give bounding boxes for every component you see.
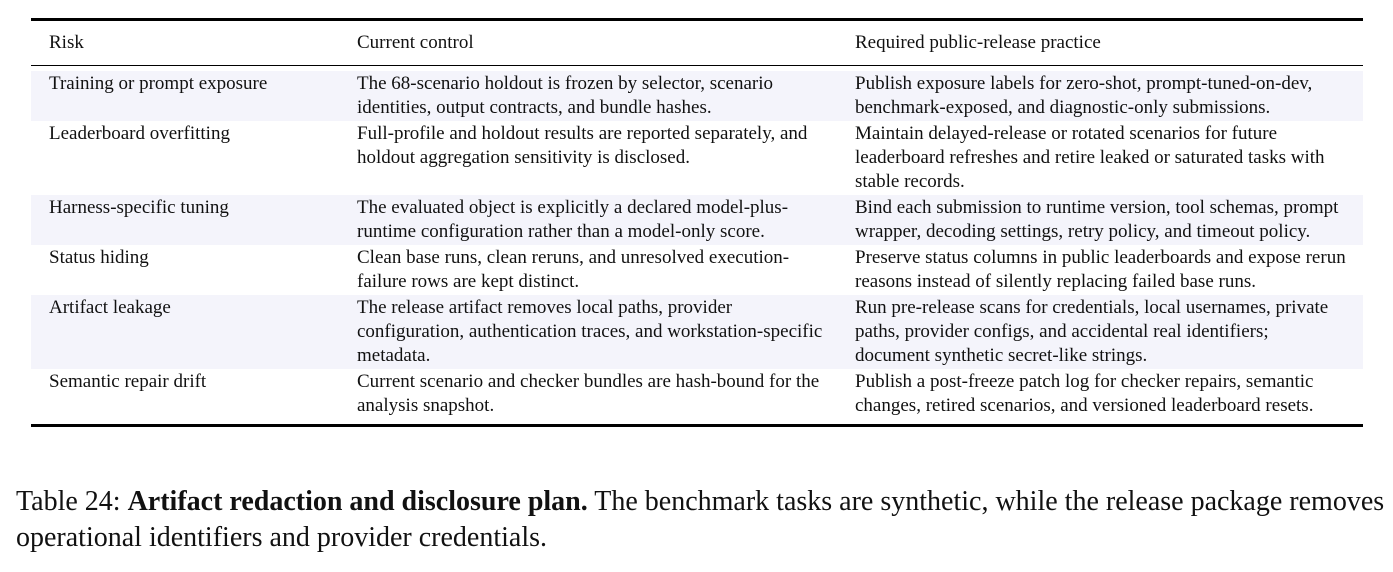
risk-cell: Status hiding xyxy=(49,247,149,268)
risk-cell: Artifact leakage xyxy=(31,295,339,369)
disclosure-table xyxy=(31,18,1363,427)
table-caption xyxy=(16,484,1386,556)
bottom-rule xyxy=(31,424,1363,427)
risk-cell: Semantic repair drift xyxy=(49,371,207,392)
practice-cell: Preserve status columns in public leaderboards and expose rerun reasons instead of silently replacing failed base runs. xyxy=(855,247,1346,292)
practice-cell: Run pre-release scans for credentials, local usernames, private paths, provider configs, and accidental real identifiers; document synthetic secret-like strings. xyxy=(837,295,1363,369)
control-cell: The release artifact removes local paths, provider configuration, authentication traces, and workstation-specific metadata. xyxy=(339,295,837,369)
control-cell: Current scenario and checker bundles are hash-bound for the analysis snapshot. xyxy=(357,371,820,416)
table-rows xyxy=(31,66,1363,424)
caption-title: Artifact redaction and disclosure plan. xyxy=(127,486,588,517)
table-row xyxy=(31,195,1363,245)
header-row xyxy=(31,21,1363,65)
practice-cell: Bind each submission to runtime version, tool schemas, prompt wrapper, decoding settings, retry policy, and timeout policy. xyxy=(837,195,1363,245)
control-cell: Full-profile and holdout results are reported separately, and holdout aggregation sensitivity is disclosed. xyxy=(357,123,808,168)
risk-cell: Harness-specific tuning xyxy=(31,195,339,245)
caption-label: Table 24: xyxy=(16,486,121,517)
table-row xyxy=(31,71,1363,121)
table-row xyxy=(31,295,1363,369)
practice-cell: Publish a post-freeze patch log for checker repairs, semantic changes, retired scenarios, and versioned leaderboard resets. xyxy=(855,371,1314,416)
risk-cell: Leaderboard overfitting xyxy=(49,123,230,144)
table-row xyxy=(31,245,1363,295)
header-risk: Risk xyxy=(49,32,84,53)
practice-cell: Publish exposure labels for zero-shot, prompt-tuned-on-dev, benchmark-exposed, and diagnostic-only submissions. xyxy=(837,71,1363,121)
table-body xyxy=(31,21,1363,65)
control-cell: The 68-scenario holdout is frozen by selector, scenario identities, output contracts, and bundle hashes. xyxy=(339,71,837,121)
header-current-control: Current control xyxy=(357,32,474,53)
header-required-practice: Required public-release practice xyxy=(855,32,1101,53)
caption-text: The benchmark tasks are synthetic, while the release package removes operational identifiers and provider credentials. xyxy=(16,486,1385,553)
control-cell: Clean base runs, clean reruns, and unresolved execution-failure rows are kept distinct. xyxy=(357,247,790,292)
practice-cell: Maintain delayed-release or rotated scenarios for future leaderboard refreshes and retire leaked or saturated tasks with stable records. xyxy=(855,123,1325,192)
table-row xyxy=(31,121,1363,195)
table-row xyxy=(31,369,1363,419)
risk-cell: Training or prompt exposure xyxy=(31,71,339,121)
control-cell: The evaluated object is explicitly a declared model-plus-runtime configuration rather than a model-only score. xyxy=(339,195,837,245)
